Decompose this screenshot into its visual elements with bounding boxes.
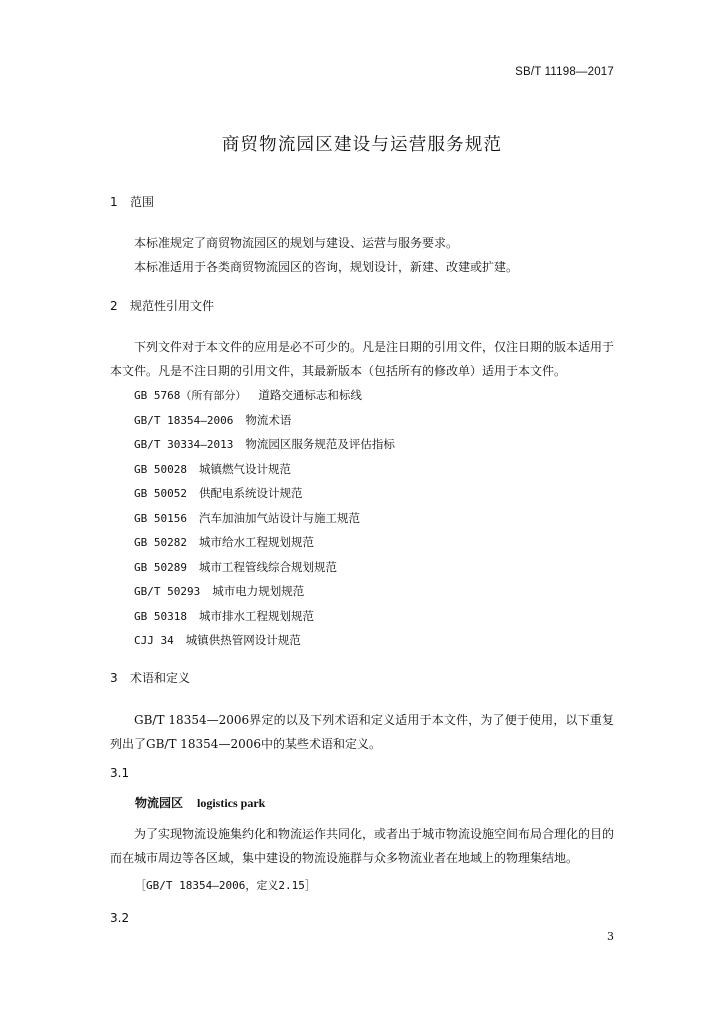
reference-title: 城市工程管线综合规划规范 <box>198 559 337 574</box>
reference-item <box>134 506 395 531</box>
reference-title: 物流术语 <box>245 412 292 427</box>
reference-code: GB 50282 <box>134 536 187 549</box>
standard-code: SB/T 11198—2017 <box>515 66 614 78</box>
scope-paragraph: 本标准适用于各类商贸物流园区的咨询，规划设计，新建、改建或扩建。 <box>134 260 519 274</box>
reference-item <box>134 432 395 457</box>
reference-title: 物流园区服务规范及评估指标 <box>245 437 395 451</box>
reference-item <box>134 579 395 604</box>
term-source: ［GB/T 18354—2006，定义2.15］ <box>135 879 316 892</box>
reference-code: GB 50052 <box>134 487 187 500</box>
reference-item <box>134 604 395 629</box>
section-number: 2 <box>110 299 118 313</box>
reference-item <box>134 383 395 408</box>
reference-code: GB 50156 <box>134 511 187 525</box>
reference-item <box>134 481 395 506</box>
section-1-heading <box>110 193 154 210</box>
reference-code: GB 5768（所有部分） <box>134 389 247 402</box>
terms-intro: GB/T 18354—2006界定的以及下列术语和定义适用于本文件，为了便于使用，以下重复列出了GB/T 18354—2006中的某些术语和定义。 <box>110 713 614 751</box>
clause-number: 3.2 <box>110 911 130 925</box>
reference-code: GB 50289 <box>134 560 187 574</box>
reference-title: 道路交通标志和标线 <box>258 388 362 402</box>
reference-code: GB/T 50293 <box>134 585 201 598</box>
clause-number: 3.1 <box>110 766 130 780</box>
scope-paragraph: 本标准规定了商贸物流园区的规划与建设、运营与服务要求。 <box>134 236 459 250</box>
term-entry <box>135 794 265 811</box>
reference-item <box>134 457 395 482</box>
reference-title: 汽车加油加气站设计与施工规范 <box>198 510 360 525</box>
reference-code: CJJ 34 <box>134 634 174 647</box>
document-title: 商贸物流园区建设与运营服务规范 <box>221 135 503 155</box>
section-number: 1 <box>110 195 118 209</box>
term-definition: 为了实现物流设施集约化和物流运作共同化，或者出于城市物流设施空间布局合理化的目的而在城市周边等各区域，集中建设的物流设施群与众多物流业者在地域上的物理集结地。 <box>110 827 615 865</box>
reference-title: 城镇燃气设计规范 <box>198 461 291 476</box>
reference-code: GB/T 30334—2013 <box>134 438 234 451</box>
reference-item <box>134 530 395 555</box>
reference-item <box>134 628 395 653</box>
reference-title: 城市电力规划规范 <box>212 584 305 598</box>
reference-title: 城镇供热管网设计规范 <box>185 633 301 647</box>
section-2-heading <box>110 297 214 314</box>
reference-title: 城市排水工程规划规范 <box>198 608 314 623</box>
reference-item <box>134 555 395 580</box>
section-3-heading <box>110 669 190 686</box>
reference-title: 供配电系统设计规范 <box>198 486 303 500</box>
references-intro: 下列文件对于本文件的应用是必不可少的。凡是注日期的引用文件，仅注日期的版本适用于本文件。凡是不注日期的引用文件，其最新版本（包括所有的修改单）适用于本文件。 <box>110 340 615 378</box>
reference-code: GB 50028 <box>134 462 187 476</box>
section-title: 规范性引用文件 <box>130 299 215 313</box>
term-english: logistics park <box>197 796 266 810</box>
section-title: 范围 <box>130 195 155 209</box>
reference-item <box>134 408 395 433</box>
reference-list <box>134 383 395 653</box>
section-number: 3 <box>110 671 118 685</box>
page-number: 3 <box>607 930 614 943</box>
reference-title: 城市给水工程规划规范 <box>198 535 314 549</box>
term-chinese: 物流园区 <box>135 796 184 810</box>
section-title: 术语和定义 <box>130 671 191 685</box>
reference-code: GB 50318 <box>134 609 187 623</box>
reference-code: GB/T 18354—2006 <box>134 413 234 427</box>
